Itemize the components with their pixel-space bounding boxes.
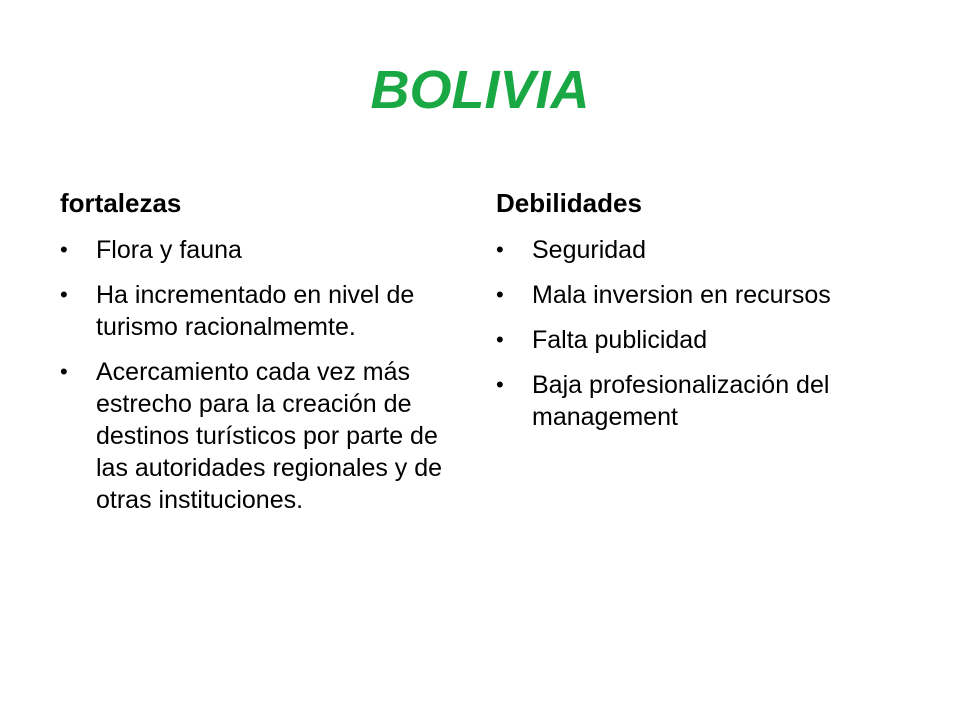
list-item <box>60 356 470 516</box>
strengths-column <box>60 186 470 529</box>
bullet-icon: • <box>60 237 68 262</box>
list-item-text: Falta publicidad <box>532 326 708 354</box>
list-item <box>496 279 916 311</box>
bullet-icon: • <box>496 282 504 307</box>
list-item-text: Seguridad <box>532 236 646 264</box>
bullet-icon: • <box>60 282 68 307</box>
list-item <box>496 369 916 433</box>
list-item <box>496 234 916 266</box>
bullet-icon: • <box>60 359 68 384</box>
slide-title: BOLIVIA <box>370 60 590 120</box>
weaknesses-heading: Debilidades <box>496 188 642 218</box>
strengths-list <box>60 234 470 516</box>
weaknesses-list <box>496 234 916 433</box>
list-item-text: Ha incrementado en nivel de turismo racionalmemte. <box>96 281 415 341</box>
list-item <box>60 234 470 266</box>
list-item-text: Baja profesionalización del management <box>532 371 830 431</box>
strengths-heading: fortalezas <box>60 188 182 218</box>
bullet-icon: • <box>496 372 504 397</box>
bullet-icon: • <box>496 327 504 352</box>
list-item-text: Flora y fauna <box>96 236 242 264</box>
list-item-text: Mala inversion en recursos <box>532 281 831 309</box>
weaknesses-column <box>496 186 916 446</box>
bullet-icon: • <box>496 237 504 262</box>
list-item <box>60 279 470 343</box>
list-item-text: Acercamiento cada vez más estrecho para la creación de destinos turísticos por parte de las autoridades regionales y de otras instituciones. <box>96 358 443 514</box>
list-item <box>496 324 916 356</box>
